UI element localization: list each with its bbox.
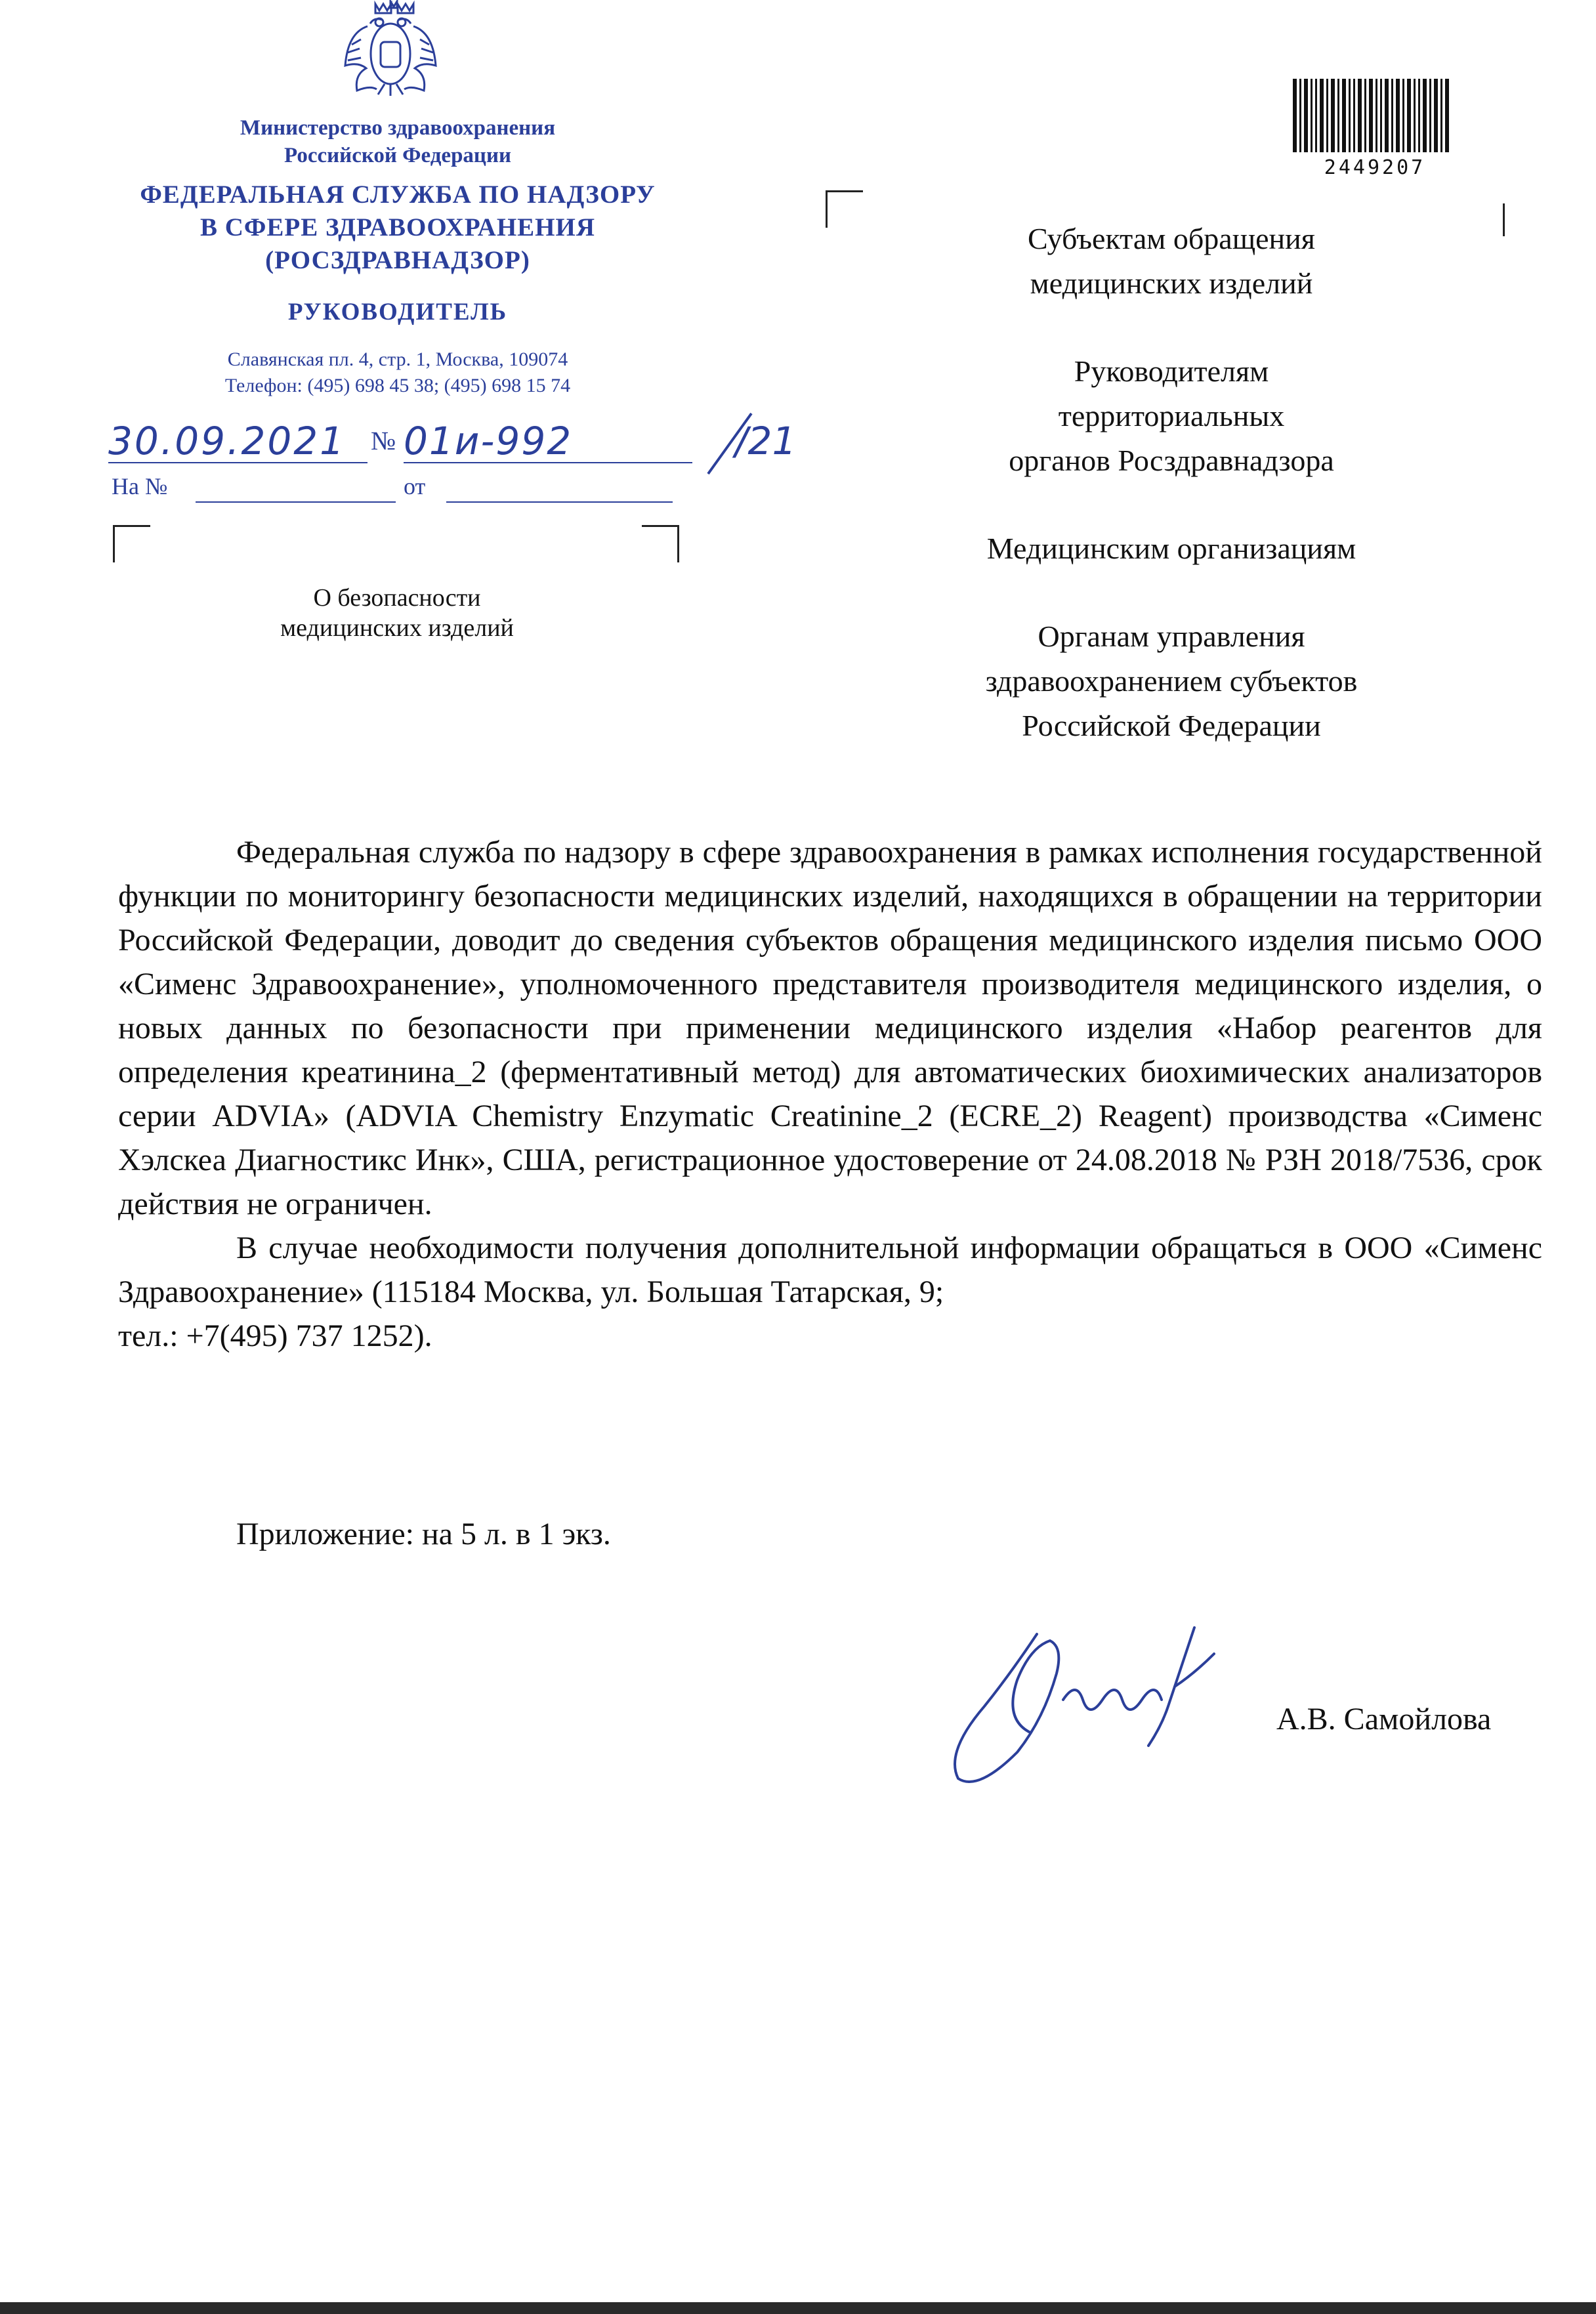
scan-edge-bar	[0, 2302, 1596, 2314]
number-sign: №	[371, 426, 396, 455]
service-line-1: ФЕДЕРАЛЬНАЯ СЛУЖБА ПО НАДЗОРУ	[140, 180, 656, 209]
incoming-number-underline	[196, 501, 396, 503]
service-line-3: (РОСЗДРАВНАДЗОР)	[265, 246, 530, 274]
addressee-line: медицинских изделий	[1030, 266, 1313, 300]
addressee-line: органов Росздравнадзора	[1009, 444, 1334, 477]
addressee-line: Медицинским организациям	[986, 532, 1356, 565]
address-line: Славянская пл. 4, стр. 1, Москва, 109074	[227, 348, 568, 370]
registration-line	[108, 408, 817, 480]
corner-mark-addressee-left	[826, 190, 863, 228]
addressee-line: Органам управления	[1038, 620, 1305, 653]
incoming-date-underline	[446, 501, 673, 503]
phone-line: Телефон: (495) 698 45 38; (495) 698 15 74	[224, 375, 571, 396]
addressee-line: здравоохранением субъектов	[985, 664, 1358, 698]
incoming-number-label: На №	[112, 473, 168, 499]
corner-mark-addressee-right	[1503, 203, 1505, 236]
body-paragraph-2-end: тел.: +7(495) 737 1252).	[118, 1318, 432, 1353]
service-line-2: В СФЕРЕ ЗДРАВООХРАНЕНИЯ	[200, 213, 596, 242]
ministry-line-1: Министерство здравоохранения	[240, 116, 556, 140]
corner-mark-top-left	[113, 525, 150, 562]
addressee-line: территориальных	[1058, 399, 1285, 432]
number-underline	[404, 462, 692, 463]
addressee-list	[876, 217, 1467, 791]
address-block	[131, 347, 664, 399]
coat-of-arms-icon	[341, 0, 440, 97]
subject-line-2: медицинских изделий	[280, 614, 514, 642]
body-paragraph-2: В случае необходимости получения дополнительной информации обращаться в ООО «Сименс Здравоохранение» (115184 Москва, ул. Большая Татарская, 9;	[118, 1231, 1542, 1309]
registration-suffix: /21	[735, 419, 797, 463]
letter-body	[118, 830, 1542, 1358]
ministry-line-2: Российской Федерации	[284, 144, 511, 167]
attachment-note: Приложение: на 5 л. в 1 экз.	[236, 1517, 611, 1551]
handwritten-signature-icon	[932, 1608, 1260, 1792]
registration-date: 30.09.2021	[108, 419, 346, 463]
date-underline	[108, 462, 368, 463]
body-paragraph-1: Федеральная служба по надзору в сфере здравоохранения в рамках исполнения государственной функции по мониторингу безопасности медицинских изделий, находящихся в обращении на территории Российской Федерации, доводит до сведения субъектов обращения медицинского изделия письмо ООО «Сименс Здравоохранение», уполномоченного представителя производителя медицинского изделия, о новых данных по безопасности при применении медицинского изделия «Набор реагентов для определения креатинина_2 (ферментативный метод) для автоматических биохимических анализаторов серии ADVIA» (ADVIA Chemistry Enzymatic Creatinine_2 (ECRE_2) Reagent) производства «Сименс Хэлскеа Диагностикс Инк», США, регистрационное удостоверение от 24.08.2018 № РЗН 2018/7536, срок действия не ограничен.	[118, 835, 1542, 1221]
addressee-4	[876, 614, 1467, 748]
addressee-line: Субъектам обращения	[1028, 222, 1315, 255]
service-name	[105, 179, 690, 277]
signer-name: А.В. Самойлова	[1276, 1702, 1492, 1736]
addressee-1	[876, 217, 1467, 306]
addressee-line: Российской Федерации	[1022, 709, 1321, 742]
addressee-line: Руководителям	[1074, 354, 1269, 388]
barcode-icon	[1293, 79, 1490, 158]
addressee-3	[876, 526, 1467, 571]
incoming-date-label: от	[404, 473, 426, 499]
barcode-number: 2449207	[1324, 156, 1426, 179]
subject-line-1: О безопасности	[313, 584, 481, 612]
addressee-2	[876, 349, 1467, 483]
director-title: РУКОВОДИТЕЛЬ	[287, 299, 508, 326]
corner-mark-top-right	[642, 525, 679, 562]
letter-subject	[197, 583, 597, 643]
ministry-name	[177, 114, 618, 169]
registration-number: 01и-992	[404, 419, 573, 463]
